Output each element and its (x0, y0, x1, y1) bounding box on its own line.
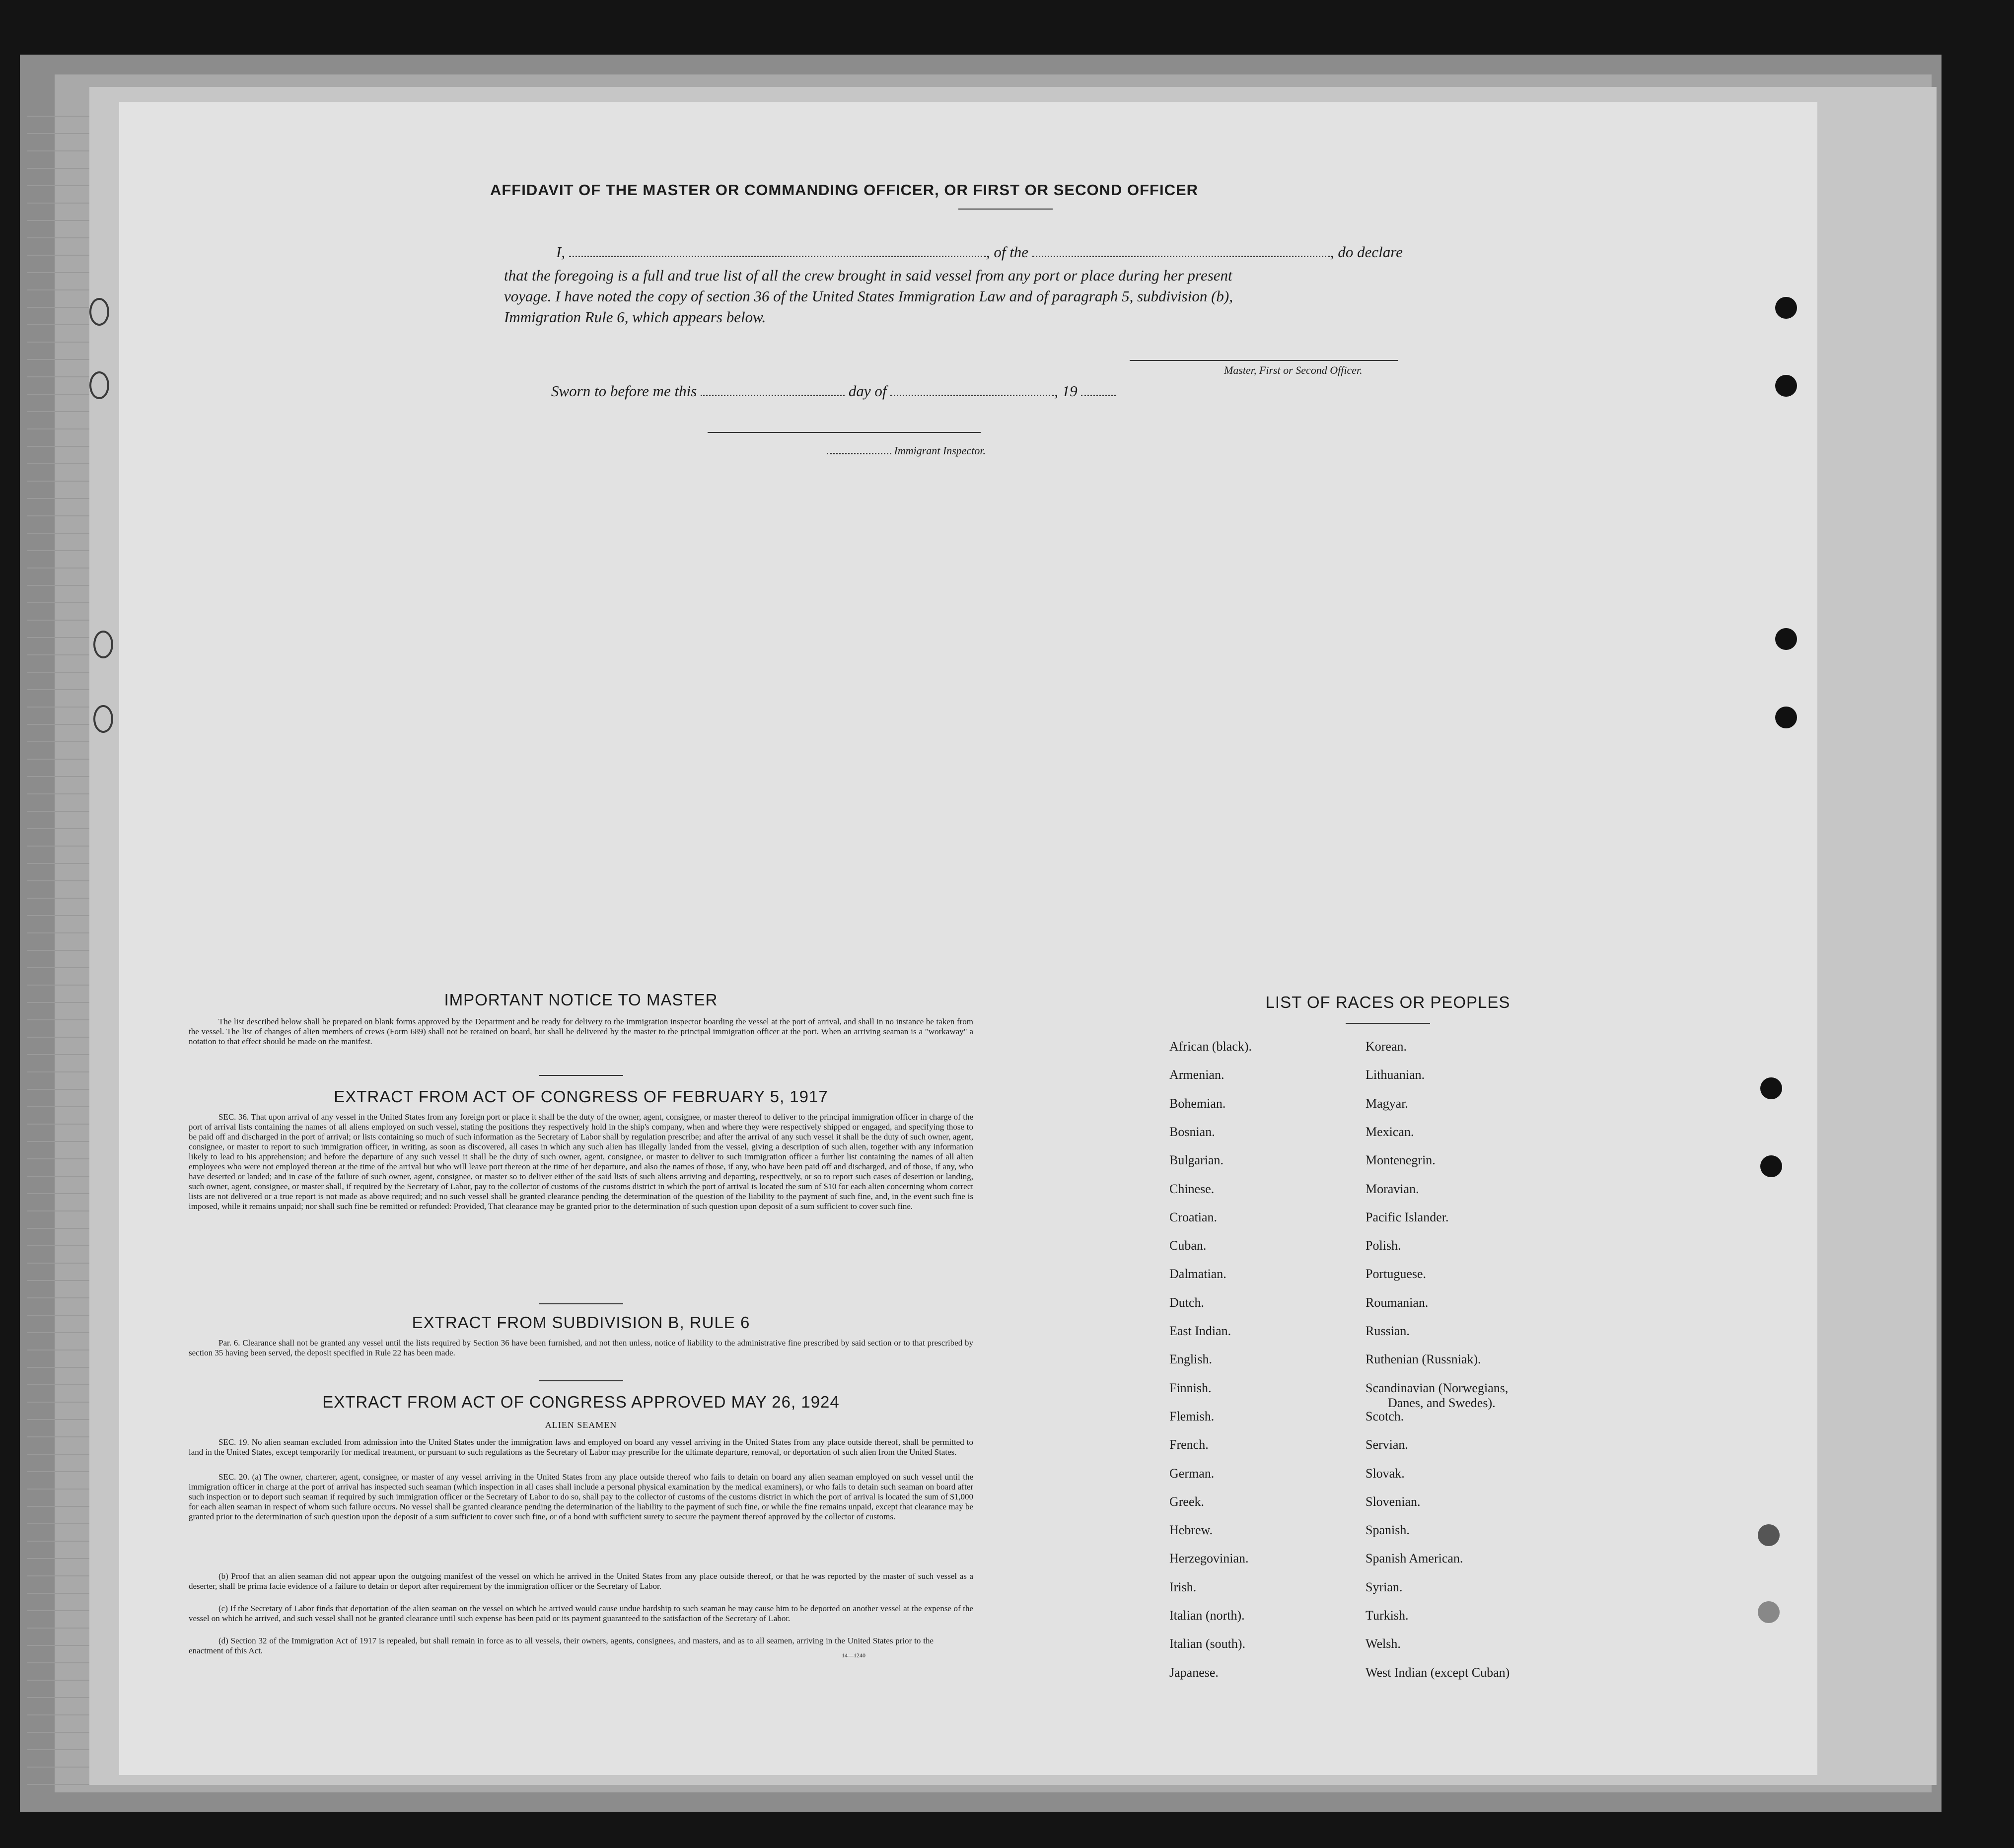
punch-hole-icon (1775, 628, 1797, 650)
punch-hole-icon (1760, 1077, 1782, 1099)
punch-hole-icon (1758, 1524, 1780, 1546)
race-item: Armenian. (1169, 1067, 1224, 1082)
race-item: Syrian. (1366, 1579, 1403, 1594)
extract-1924-p5: (d) Section 32 of the Immigration Act of 1917 is repealed, but shall remain in force as to all vessels, their owners, agents, consignees, and masters, and as to all seamen, arriving in the United States prior to the enactment of this Act. (189, 1636, 934, 1655)
vessel-blank-field[interactable] (1032, 256, 1330, 257)
race-item: Italian (south). (1169, 1636, 1246, 1651)
extract-1924-p2: SEC. 20. (a) The owner, charterer, agent, consignee, or master of any vessel arriving in the United States from any place outside thereof who fails to detain on board any alien seaman employed on such vessel until the immigration officer in charge at the port of arrival has inspected such seaman (which inspection in all cases shall include a personal physical examination by the medical examiners), or who fails to detain such seaman on board after such inspection or to deport such seaman if required by such immigration officer or the Secretary of Labor to do so, shall pay to the collector of customs of the customs district in which the port of arrival is located the sum of $1,000 for each alien seaman in respect of whom such failure occurs. No vessel shall be granted clearance pending the determination of the liability to the payment of such fine, or while the fine remains unpaid, except that clearance may be granted prior to the determination of such question upon the deposit of a sum sufficient to cover such fine, or of a bond with sufficient surety to secure the payment thereof approved by the collector of customs. (189, 1472, 973, 1521)
affidavit-body-line: Immigration Rule 6, which appears below. (504, 308, 766, 326)
race-item: Magyar. (1366, 1096, 1408, 1111)
race-item: Servian. (1366, 1437, 1408, 1452)
sworn-prefix: Sworn to before me this (551, 382, 697, 400)
race-item: Greek. (1169, 1494, 1205, 1509)
master-signature-line[interactable] (1130, 360, 1398, 361)
race-item: Roumanian. (1366, 1295, 1429, 1310)
notice-title: IMPORTANT NOTICE TO MASTER (444, 991, 718, 1009)
binder-ring-icon (93, 705, 113, 733)
race-item: West Indian (except Cuban) (1366, 1665, 1510, 1680)
race-item: Spanish. (1366, 1523, 1410, 1538)
inspector-label: Immigrant Inspector. (894, 444, 986, 457)
race-item: Portuguese. (1366, 1267, 1427, 1281)
notice-text: The list described below shall be prepared on blank forms approved by the Department and be ready for delivery to the immigration inspector boarding the vessel at the port of arrival, and shall in no instance be taken from the vessel. The list of changes of alien members of crews (Form 689) shall not be retained on board, but shall be delivered by the master to the principal immigration officer at the port. When an arriving seaman is a "workaway" a notation to that effect should be made on the manifest. (189, 1017, 973, 1046)
sworn-year-field[interactable] (1081, 395, 1116, 396)
inspector-signature-line[interactable] (708, 432, 981, 433)
punch-hole-icon (1775, 375, 1797, 397)
affidavit-i-label: I, (556, 243, 566, 261)
race-item: Italian (north). (1169, 1608, 1245, 1623)
race-item: French. (1169, 1437, 1209, 1452)
affidavit-declare-label: , do declare (1330, 243, 1403, 261)
sworn-day-field[interactable] (701, 395, 845, 396)
races-title: LIST OF RACES OR PEOPLES (1265, 993, 1510, 1011)
extract-1924-p4: (c) If the Secretary of Labor finds that deportation of the alien seaman on the vessel on which he arrived would cause undue hardship to such seaman he may cause him to be deported on another vessel at the expense of the vessel on which he arrived, and such vessel shall not be granted clearance until such expense has been paid or its payment guaranteed to the satisfaction of the Secretary of Labor. (189, 1604, 973, 1623)
race-item: Korean. (1366, 1039, 1407, 1054)
extract-rule6-title: EXTRACT FROM SUBDIVISION B, RULE 6 (412, 1313, 750, 1332)
divider (539, 1380, 623, 1381)
race-item: Scandinavian (Norwegians, (1366, 1380, 1509, 1395)
inspector-blank (827, 453, 891, 454)
inspector-line (827, 444, 986, 457)
race-item: Herzegovinian. (1169, 1551, 1249, 1566)
race-item: East Indian. (1169, 1324, 1231, 1338)
race-item: German. (1169, 1466, 1215, 1481)
race-item: Dalmatian. (1169, 1267, 1226, 1281)
race-item: Flemish. (1169, 1409, 1215, 1423)
race-item: Japanese. (1169, 1665, 1219, 1680)
race-item: Lithuanian. (1366, 1067, 1425, 1082)
race-item: Slovenian. (1366, 1494, 1421, 1509)
form-sheet (119, 102, 1817, 1775)
race-item: Pacific Islander. (1366, 1209, 1449, 1224)
divider (1346, 1023, 1430, 1024)
punch-hole-icon (1775, 707, 1797, 728)
binder-ring-icon (93, 631, 113, 658)
master-signature-label: Master, First or Second Officer. (1224, 364, 1363, 376)
punch-hole-icon (1758, 1601, 1780, 1623)
extract-1917-text: SEC. 36. That upon arrival of any vessel in the United States from any foreign port or place it shall be the duty of the owner, agent, consignee, or master thereof to deliver to the principal immigration officer in charge of the port of arrival lists containing the names of all aliens employed on such vessel, stating the positions they respectively hold in the ship's company, when and where they were respectively shipped or engaged, and specifying those to be paid off and discharged in the port of arrival; or lists containing so much of such information as the Secretary of Labor shall by regulation prescribe; and after the arrival of any such vessel it shall be the duty of such owner, agent, consignee, or master to report to such immigration officer, in writing, as soon as discovered, all cases in which any such alien has illegally landed from the vessel, giving a description of such alien, together with any information likely to lead to his apprehension; and before the departure of any such vessel it shall be the duty of such owner, agent, consignee, or master to deliver to such immigration officer a further list containing the names of all alien employees who were not employed thereon at the time of the arrival but who will leave port thereon at the time of her departure, and also the names of those, if any, who have been paid off and discharged, and of those, if any, who have deserted or landed; and in case of the failure of such owner, agent, consignee, or master so to deliver either of the said lists of such aliens arriving and departing, respectively, or so to report such cases of desertion or landing, such owner, agent, consignee, or master shall, if required by the Secretary of Labor, pay to the collector of customs of the customs district in which the port of arrival is located the sum of $10 for each alien concerning whom correct lists are not delivered or a true report is not made as above required; and no such vessel shall be granted clearance pending the determination of the question of the liability to the payment of such fine, and, in the event such fine is imposed, while it remains unpaid; nor shall such fine be remitted or refunded: Provided, That clearance may be granted prior to the determination of such question upon deposit of a sum sufficient to cover such fine. (189, 1112, 973, 1211)
binder-ring-icon (89, 371, 109, 399)
race-item: Moravian. (1366, 1181, 1419, 1196)
sworn-line (551, 382, 1116, 400)
race-item: Bulgarian. (1169, 1153, 1224, 1168)
extract-1924-p3: (b) Proof that an alien seaman did not appear upon the outgoing manifest of the vessel on which he arrived in the United States from any place outside thereof, or that he was reported by the master of such vessel as a deserter, shall be prima facie evidence of a failure to detain or deport after requirement by the immigration officer or the Secretary of Labor. (189, 1571, 973, 1591)
race-item: Montenegrin. (1366, 1153, 1436, 1168)
race-item: Hebrew. (1169, 1523, 1213, 1538)
extract-1924-subtitle: ALIEN SEAMEN (545, 1420, 617, 1430)
form-number: 14—1240 (842, 1652, 865, 1659)
affidavit-body-line: voyage. I have noted the copy of section 36 of the United States Immigration Law and of paragraph 5, subdivision (b), (504, 287, 1233, 305)
race-item: Turkish. (1366, 1608, 1409, 1623)
race-item: Dutch. (1169, 1295, 1205, 1310)
race-item: Finnish. (1169, 1380, 1212, 1395)
race-item: Welsh. (1366, 1636, 1401, 1651)
race-item: Danes, and Swedes). (1388, 1395, 1496, 1410)
race-item: English. (1169, 1352, 1212, 1367)
punch-hole-icon (1775, 297, 1797, 319)
race-item: Russian. (1366, 1324, 1410, 1338)
race-item: Bohemian. (1169, 1096, 1226, 1111)
race-item: Ruthenian (Russniak). (1366, 1352, 1481, 1367)
extract-1924-p1: SEC. 19. No alien seaman excluded from admission into the United States under the immigration laws and employed on board any vessel arriving in the United States from any place outside thereof, shall be permitted to land in the United States, except temporarily for medical treatment, or pursuant to such regulations as the Secretary of Labor may prescribe for the ultimate departure, removal, or deportation of such alien from the United States. (189, 1437, 973, 1457)
race-item: Bosnian. (1169, 1124, 1215, 1139)
race-item: Chinese. (1169, 1181, 1215, 1196)
affidavit-line-1 (556, 243, 1403, 261)
race-item: Cuban. (1169, 1238, 1207, 1253)
race-item: Mexican. (1366, 1124, 1414, 1139)
affidavit-title: AFFIDAVIT OF THE MASTER OR COMMANDING OFFICER, OR FIRST OR SECOND OFFICER (490, 181, 1199, 199)
divider (539, 1075, 623, 1076)
race-item: Scotch. (1366, 1409, 1404, 1423)
sworn-year-label: , 19 (1054, 382, 1078, 400)
sworn-day-of: day of (848, 382, 887, 400)
divider (958, 209, 1053, 210)
sworn-month-field[interactable] (890, 395, 1054, 396)
race-item: Slovak. (1366, 1466, 1405, 1481)
race-item: Polish. (1366, 1238, 1401, 1253)
extract-1924-title: EXTRACT FROM ACT OF CONGRESS APPROVED MAY 26, 1924 (322, 1393, 840, 1411)
punch-hole-icon (1760, 1155, 1782, 1177)
binder-ring-icon (89, 298, 109, 326)
extract-1917-title: EXTRACT FROM ACT OF CONGRESS OF FEBRUARY 5, 1917 (334, 1087, 828, 1106)
race-item: Croatian. (1169, 1209, 1218, 1224)
affidavit-of-the-label: , of the (986, 243, 1029, 261)
name-blank-field[interactable] (569, 256, 986, 257)
race-item: Spanish American. (1366, 1551, 1463, 1566)
extract-rule6-text: Par. 6. Clearance shall not be granted any vessel until the lists required by Section 36 have been furnished, and not then unless, notice of liability to the administrative fine prescribed by said section or to that prescribed by section 35 having been served, the deposit specified in Rule 22 has been made. (189, 1338, 973, 1357)
affidavit-body-line: that the foregoing is a full and true list of all the crew brought in said vessel from any port or place during her present (504, 267, 1232, 284)
divider (539, 1303, 623, 1304)
race-item: African (black). (1169, 1039, 1252, 1054)
race-item: Irish. (1169, 1579, 1197, 1594)
